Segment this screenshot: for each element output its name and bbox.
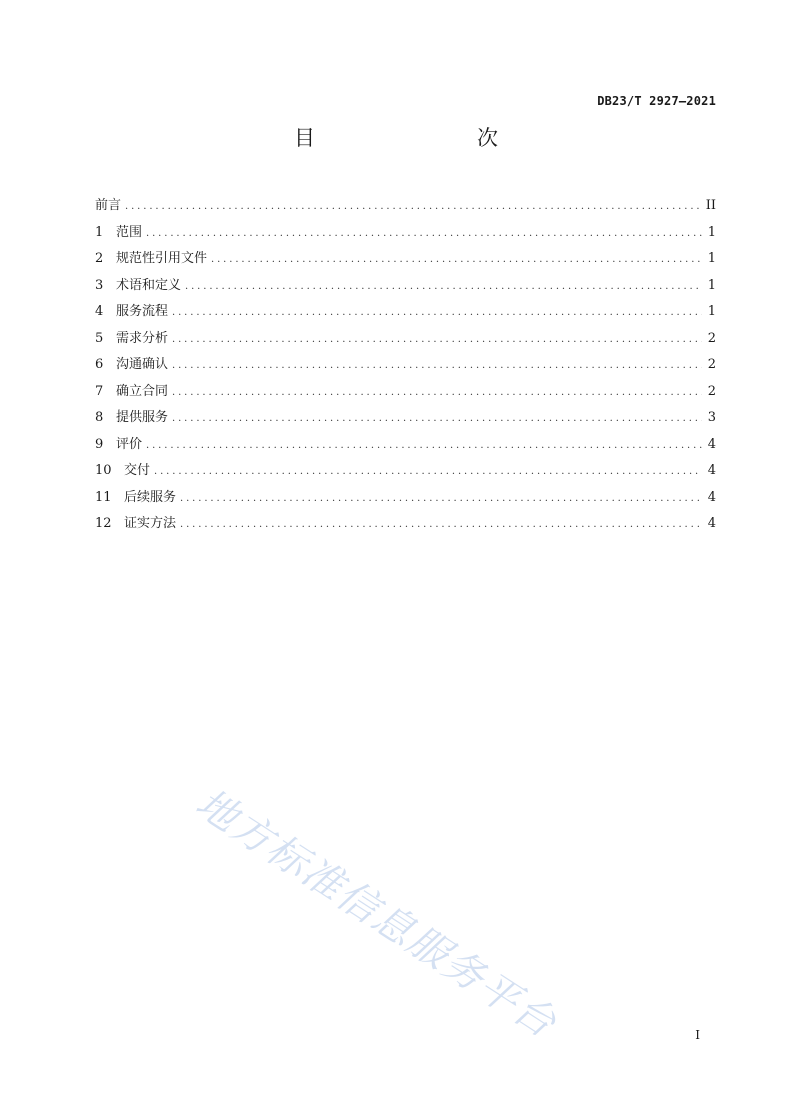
toc-entry-page: 1 [707,251,716,266]
toc-dot-leader [146,436,702,456]
toc-dot-leader [172,356,702,376]
standard-code: DB23/T 2927—2021 [597,94,716,108]
toc-entry-page: 4 [707,516,716,531]
toc-entry-number: 5 [95,330,104,346]
toc-entry-text: 交付 [124,463,151,478]
toc-entry-page: 3 [707,410,716,425]
toc-entry-number: 4 [95,304,104,319]
toc-entry-number: 12 [95,516,112,531]
toc-entry-text: 提供服务 [116,410,169,425]
toc-entry-10[interactable] [95,461,716,488]
toc-dot-leader [154,462,702,482]
toc-entry-number: 9 [95,436,104,452]
toc-entry-page: 1 [707,224,716,240]
toc-dot-leader [125,197,700,217]
toc-dot-leader [146,224,702,244]
toc-entry-9[interactable] [95,435,716,462]
toc-entry-text: 范围 [116,224,143,240]
toc-entry-text: 沟通确认 [116,357,169,372]
toc-entry-foreword[interactable] [95,196,716,223]
toc-entry-text: 评价 [116,436,143,452]
table-of-contents [95,196,716,541]
toc-entry-3[interactable] [95,276,716,303]
toc-entry-page: 2 [707,330,716,346]
toc-title: 目 次 [294,126,538,150]
toc-dot-leader [172,409,702,429]
toc-entry-page: 4 [707,463,716,478]
toc-entry-text: 确立合同 [116,383,169,399]
toc-entry-page: II [705,198,716,213]
toc-dot-leader [211,250,702,270]
toc-entry-5[interactable] [95,329,716,356]
toc-entry-page: 2 [707,383,716,399]
watermark: 地方标准信息服务平台 [187,780,565,1048]
toc-entry-number: 2 [95,251,104,266]
toc-entry-number: 8 [95,410,104,425]
toc-entry-page: 2 [707,357,716,372]
toc-entry-number: 7 [95,383,104,399]
toc-entry-text: 证实方法 [124,516,177,531]
toc-entry-page: 4 [707,489,716,505]
toc-dot-leader [180,515,702,535]
toc-entry-7[interactable] [95,382,716,409]
toc-entry-text: 规范性引用文件 [116,251,208,266]
toc-entry-number: 3 [95,277,104,293]
toc-dot-leader [172,330,702,350]
toc-entry-number: 1 [95,224,104,240]
toc-entry-page: 1 [707,277,716,293]
toc-entry-4[interactable] [95,302,716,329]
toc-entry-text: 前言 [95,198,122,213]
toc-dot-leader [180,489,702,509]
toc-entry-number: 10 [95,463,112,478]
toc-entry-text: 后续服务 [124,489,177,505]
toc-entry-text: 需求分析 [116,330,169,346]
toc-dot-leader [172,303,702,323]
toc-entry-page: 1 [707,304,716,319]
toc-dot-leader [172,383,702,403]
toc-entry-text: 术语和定义 [116,277,182,293]
page-number: I [695,1028,700,1042]
toc-entry-8[interactable] [95,408,716,435]
toc-entry-number: 11 [95,489,112,505]
toc-entry-11[interactable] [95,488,716,515]
toc-entry-2[interactable] [95,249,716,276]
toc-entry-page: 4 [707,436,716,452]
toc-entry-text: 服务流程 [116,304,169,319]
toc-entry-1[interactable] [95,223,716,250]
toc-entry-6[interactable] [95,355,716,382]
toc-entry-12[interactable] [95,514,716,541]
toc-entry-number: 6 [95,357,104,372]
toc-dot-leader [185,277,702,297]
